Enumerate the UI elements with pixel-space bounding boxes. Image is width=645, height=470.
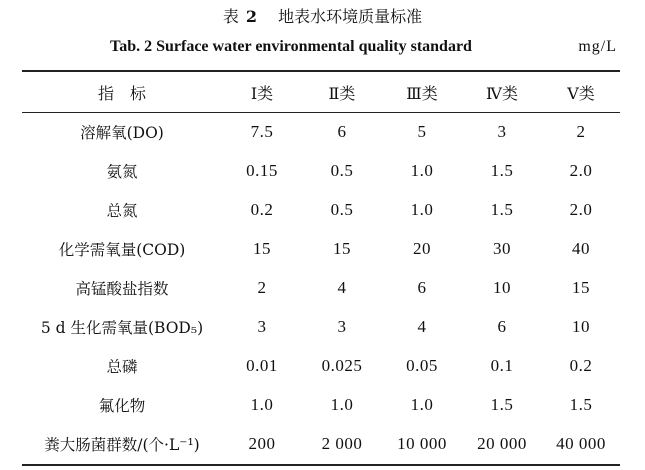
header-class-2: Ⅱ类 <box>328 83 356 103</box>
limit-value: 0.2 <box>569 356 593 376</box>
limit-value: 0.5 <box>330 199 354 219</box>
indicator-name: 氟化物 <box>98 397 146 416</box>
limit-value: 5 <box>417 121 427 141</box>
limit-value: 10 000 <box>397 434 447 454</box>
limit-value: 15 <box>333 238 351 258</box>
limit-value: 1.5 <box>490 395 514 415</box>
caption-title-en: Tab. 2 Surface water environmental quality standard <box>110 38 472 55</box>
limit-value: 20 000 <box>477 434 527 454</box>
limit-value: 0.05 <box>406 356 438 376</box>
limit-value: 0.5 <box>330 160 354 180</box>
table-row <box>22 268 620 307</box>
table-row <box>22 112 620 151</box>
indicator-name: 总氮 <box>106 201 138 220</box>
water-quality-table <box>22 72 620 464</box>
table-row <box>22 347 620 386</box>
limit-value: 0.15 <box>246 160 278 180</box>
limit-value: 6 <box>337 121 347 141</box>
limit-value: 2.0 <box>569 199 593 219</box>
header-class-5: Ⅴ类 <box>567 83 595 103</box>
limit-value: 6 <box>497 317 507 337</box>
table-header-row <box>22 72 620 112</box>
header-indicator: 指 标 <box>97 83 146 103</box>
indicator-name: 高锰酸盐指数 <box>75 279 169 298</box>
table-body <box>22 72 620 464</box>
limit-value: 6 <box>417 277 427 297</box>
limit-value: 2 <box>576 121 586 141</box>
indicator-name: 溶解氧(DO) <box>80 123 164 142</box>
table-caption-cn <box>0 4 645 27</box>
caption-number: 2 <box>245 7 258 26</box>
limit-value: 2 000 <box>321 434 363 454</box>
limit-value: 0.01 <box>246 356 278 376</box>
table-row <box>22 229 620 268</box>
limit-value: 2.0 <box>569 160 593 180</box>
limit-value: 1.5 <box>569 395 593 415</box>
limit-value: 1.0 <box>410 199 434 219</box>
table-bottom-rule <box>22 464 620 466</box>
header-class-3: Ⅲ类 <box>406 83 438 103</box>
indicator-name: 5 d 生化需氧量(BOD₅) <box>40 319 204 338</box>
limit-value: 15 <box>253 238 271 258</box>
limit-value: 200 <box>248 434 276 454</box>
indicator-name: 氨氮 <box>106 162 138 181</box>
table-row <box>22 190 620 229</box>
header-class-1: Ⅰ类 <box>250 83 274 103</box>
limit-value: 40 000 <box>556 434 606 454</box>
caption-label: 表 <box>222 7 239 26</box>
limit-value: 30 <box>493 238 511 258</box>
limit-value: 4 <box>417 317 427 337</box>
limit-value: 3 <box>497 121 507 141</box>
table-row <box>22 425 620 464</box>
limit-value: 1.5 <box>490 199 514 219</box>
limit-value: 0.025 <box>321 356 363 376</box>
table-row <box>22 151 620 190</box>
limit-value: 40 <box>572 238 590 258</box>
indicator-name: 粪大肠菌群数/(个·L⁻¹) <box>44 436 200 455</box>
limit-value: 0.2 <box>250 199 274 219</box>
header-class-4: Ⅳ类 <box>486 83 518 103</box>
limit-value: 2 <box>257 277 267 297</box>
limit-value: 10 <box>572 317 590 337</box>
limit-value: 1.0 <box>410 160 434 180</box>
limit-value: 20 <box>413 238 431 258</box>
limit-value: 1.0 <box>250 395 274 415</box>
limit-value: 10 <box>493 277 511 297</box>
unit-label: mg/L <box>578 38 617 55</box>
limit-value: 1.5 <box>490 160 514 180</box>
limit-value: 0.1 <box>490 356 514 376</box>
limit-value: 7.5 <box>250 121 274 141</box>
limit-value: 4 <box>337 277 347 297</box>
limit-value: 1.0 <box>330 395 354 415</box>
indicator-name: 化学需氧量(COD) <box>58 240 186 259</box>
limit-value: 1.0 <box>410 395 434 415</box>
limit-value: 15 <box>572 277 590 297</box>
indicator-name: 总磷 <box>106 358 138 377</box>
limit-value: 3 <box>257 317 267 337</box>
table-row <box>22 386 620 425</box>
limit-value: 3 <box>337 317 347 337</box>
table-row <box>22 307 620 346</box>
caption-title-cn: 地表水环境质量标准 <box>278 7 423 26</box>
